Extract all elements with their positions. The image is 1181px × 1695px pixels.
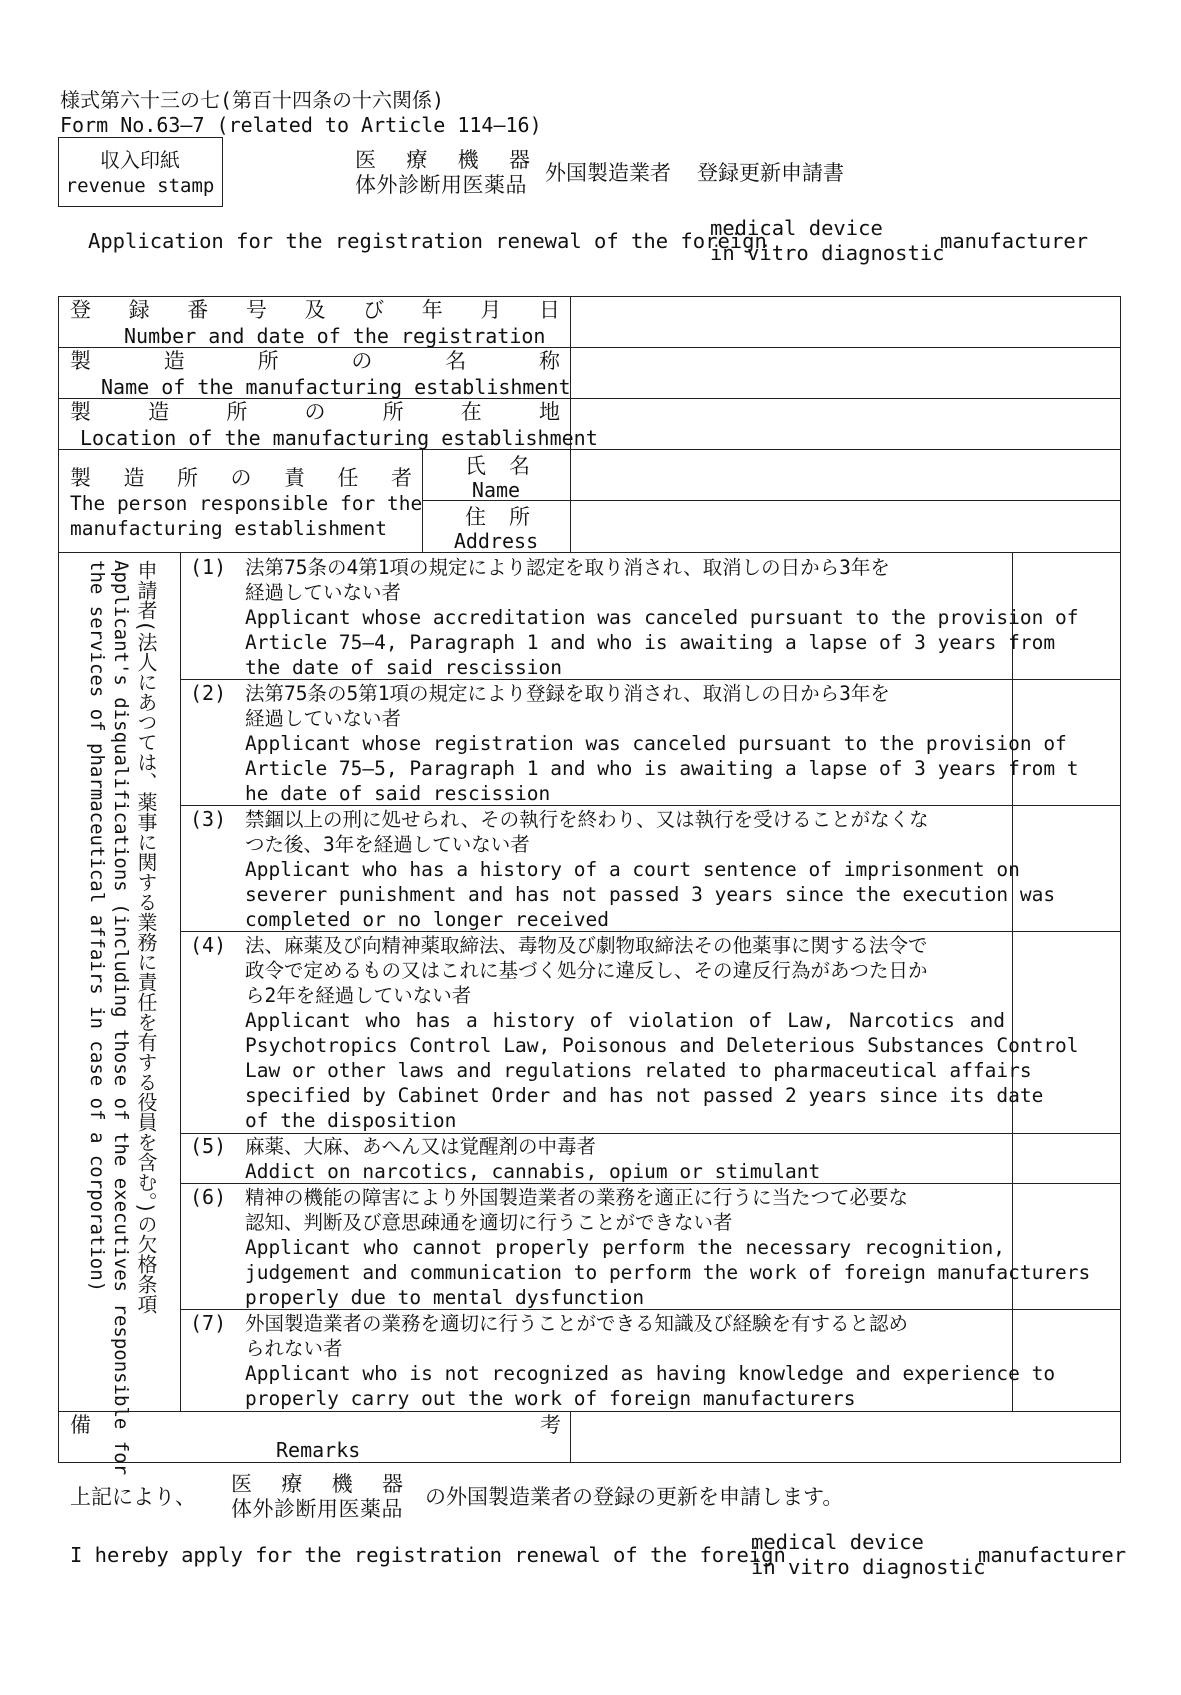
establishment-name-label-en: Name of the manufacturing establishment bbox=[101, 375, 571, 399]
disqualification-side-label-jp: 申請者(法人にあつては、薬事に関する業務に責任を有する役員を含む。)の欠格条項 bbox=[134, 560, 158, 1315]
name-label-en: Name bbox=[471, 478, 521, 502]
declaration-en-suffix: manufacturer bbox=[978, 1543, 1127, 1567]
establishment-name-field[interactable] bbox=[575, 351, 1115, 395]
title-option-ivd: 体外診断用医薬品 bbox=[355, 173, 527, 197]
remarks-field[interactable] bbox=[575, 1415, 1115, 1459]
address-label-jp: 住 所 bbox=[465, 505, 530, 529]
disqualification-answer-5[interactable] bbox=[1016, 1136, 1116, 1180]
declaration-option-medical-device: 医 療 機 器 bbox=[231, 1472, 403, 1496]
disqualification-answer-1[interactable] bbox=[1016, 556, 1116, 676]
declaration-jp-prefix: 上記により、 bbox=[70, 1485, 196, 1509]
disqualification-side-label-en-2: the services of pharmaceutical affairs in case of a corporation) bbox=[86, 560, 108, 1293]
title-renewal-application: 登録更新申請書 bbox=[697, 161, 844, 185]
disqualification-answer-2[interactable] bbox=[1016, 682, 1116, 802]
declaration-jp-suffix: の外国製造業者の登録の更新を申請します。 bbox=[425, 1485, 844, 1509]
disqualification-answer-7[interactable] bbox=[1016, 1312, 1116, 1408]
responsible-person-label-en-1: The person responsible for the bbox=[70, 492, 423, 515]
name-label-jp: 氏 名 bbox=[465, 454, 530, 478]
title-en-prefix: Application for the registration renewal of the foreign bbox=[88, 229, 767, 253]
disqualification-answer-4[interactable] bbox=[1016, 934, 1116, 1130]
form-number-jp: 様式第六十三の七(第百十四条の十六関係) bbox=[60, 88, 445, 112]
responsible-person-label-en-2: manufacturing establishment bbox=[70, 517, 387, 540]
disqualification-answer-6[interactable] bbox=[1016, 1186, 1116, 1306]
title-en-suffix: manufacturer bbox=[940, 229, 1089, 253]
declaration-en-option-ivd: in vitro diagnostic bbox=[751, 1555, 986, 1579]
responsible-person-label-jp: 製 造 所 の 責 任 者 bbox=[70, 466, 412, 490]
establishment-location-field[interactable] bbox=[575, 402, 1115, 446]
title-foreign-manufacturer: 外国製造業者 bbox=[545, 161, 671, 185]
registration-label-en: Number and date of the registration bbox=[124, 324, 546, 348]
establishment-location-label-jp: 製 造 所 の 所 在 地 bbox=[70, 400, 560, 424]
remarks-label-jp-left: 備 bbox=[70, 1413, 91, 1437]
revenue-stamp-box bbox=[58, 137, 223, 207]
declaration-en-prefix: I hereby apply for the registration renewal of the foreign bbox=[70, 1543, 786, 1567]
revenue-stamp-jp: 収入印紙 bbox=[100, 148, 180, 172]
title-en-option-medical-device: medical device bbox=[710, 216, 883, 240]
declaration-en-option-medical-device: medical device bbox=[751, 1530, 924, 1554]
declaration-option-ivd: 体外診断用医薬品 bbox=[231, 1497, 403, 1521]
remarks-label-jp-right: 考 bbox=[540, 1413, 561, 1437]
disqualification-side-label-en-1: Applicant's disqualifications (including those of the executives responsible for bbox=[110, 560, 132, 1476]
registration-value-field[interactable] bbox=[575, 300, 1115, 344]
responsible-name-field[interactable] bbox=[575, 453, 1115, 497]
remarks-label-en: Remarks bbox=[276, 1438, 361, 1462]
registration-label-jp: 登 録 番 号 及 び 年 月 日 bbox=[70, 298, 560, 322]
title-en-option-ivd: in vitro diagnostic bbox=[710, 241, 945, 265]
responsible-address-field[interactable] bbox=[575, 504, 1115, 549]
title-option-medical-device: 医 療 機 器 bbox=[355, 148, 530, 172]
disqualification-answer-3[interactable] bbox=[1016, 808, 1116, 928]
revenue-stamp-en: revenue stamp bbox=[65, 175, 215, 197]
establishment-location-label-en: Location of the manufacturing establishment bbox=[80, 426, 598, 450]
address-label-en: Address bbox=[453, 529, 539, 553]
establishment-name-label-jp: 製 造 所 の 名 称 bbox=[70, 349, 560, 373]
form-number-en: Form No.63―7 (related to Article 114―16) bbox=[60, 113, 542, 137]
